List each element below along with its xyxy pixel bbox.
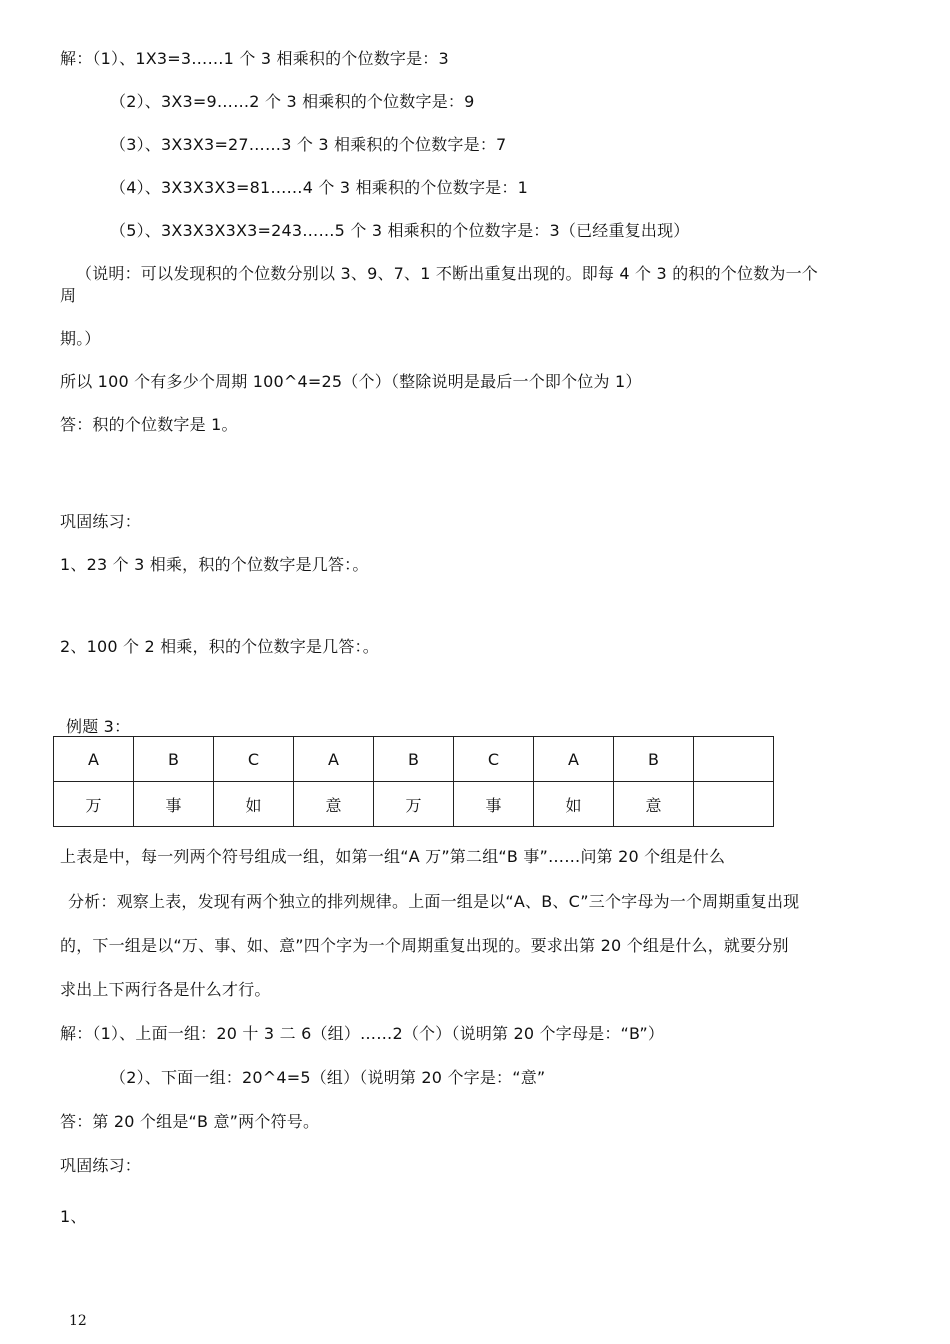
table-cell: A bbox=[54, 737, 134, 782]
analysis-line-1: 分析：观察上表，发现有两个独立的排列规律。上面一组是以“A、B、C”三个字母为一个周期重复出现 bbox=[68, 892, 800, 911]
table-row-letters bbox=[54, 737, 774, 782]
practice-heading-2: 巩固练习： bbox=[60, 1156, 142, 1175]
solution-step-4: （4）、3X3X3X3=81……4 个 3 相乘积的个位数字是：1 bbox=[110, 178, 528, 197]
table-cell: B bbox=[374, 737, 454, 782]
table-cell: 意 bbox=[294, 782, 374, 827]
solution-step-1: 解：（1）、1X3=3……1 个 3 相乘积的个位数字是：3 bbox=[60, 49, 449, 68]
table-cell: 意 bbox=[614, 782, 694, 827]
solution-step-2: （2）、3X3=9……2 个 3 相乘积的个位数字是：9 bbox=[110, 92, 475, 111]
table-cell: B bbox=[134, 737, 214, 782]
table-cell: 万 bbox=[54, 782, 134, 827]
practice-heading-1: 巩固练习： bbox=[60, 512, 142, 531]
explanation-note-line-2: 周 bbox=[60, 286, 77, 305]
table-cell: 事 bbox=[454, 782, 534, 827]
table-cell: 事 bbox=[134, 782, 214, 827]
pattern-table bbox=[53, 736, 774, 827]
table-cell: 如 bbox=[534, 782, 614, 827]
solution-step-5: （5）、3X3X3X3X3=243……5 个 3 相乘积的个位数字是：3（已经重复出现） bbox=[110, 221, 690, 240]
example-3-solution-2: （2）、下面一组：20^4=5（组）（说明第 20 个字是：“意” bbox=[110, 1068, 546, 1087]
example-3-heading: 例题 3： bbox=[66, 717, 131, 736]
table-cell: B bbox=[614, 737, 694, 782]
practice-2-question-1: 1、 bbox=[60, 1207, 87, 1226]
practice-question-2: 2、100 个 2 相乘，积的个位数字是几答：。 bbox=[60, 637, 379, 656]
example-3-solution-1: 解：（1）、上面一组：20 十 3 二 6（组）……2（个）（说明第 20 个字母是：“B”） bbox=[60, 1024, 665, 1043]
table-cell: 万 bbox=[374, 782, 454, 827]
example-3-answer: 答：第 20 个组是“B 意”两个符号。 bbox=[60, 1112, 320, 1131]
example-3-question: 上表是中，每一列两个符号组成一组，如第一组“A 万”第二组“B 事”……问第 20 个组是什么 bbox=[60, 847, 726, 866]
explanation-note-line-3: 期。） bbox=[60, 329, 101, 348]
page-number: 12 bbox=[69, 1313, 87, 1329]
answer-1: 答：积的个位数字是 1。 bbox=[60, 415, 238, 434]
analysis-line-3: 求出上下两行各是什么才行。 bbox=[60, 980, 271, 999]
table-cell: A bbox=[534, 737, 614, 782]
table-row-characters bbox=[54, 782, 774, 827]
table-cell: A bbox=[294, 737, 374, 782]
solution-step-3: （3）、3X3X3=27……3 个 3 相乘积的个位数字是：7 bbox=[110, 135, 507, 154]
table-cell: 如 bbox=[214, 782, 294, 827]
analysis-line-2: 的，下一组是以“万、事、如、意”四个字为一个周期重复出现的。要求出第 20 个组是什么，就要分别 bbox=[60, 936, 789, 955]
table-cell bbox=[694, 737, 774, 782]
table-cell bbox=[694, 782, 774, 827]
table-cell: C bbox=[214, 737, 294, 782]
explanation-note-line-1: （说明：可以发现积的个位数分别以 3、9、7、1 不断出重复出现的。即每 4 个 3 的积的个位数为一个 bbox=[76, 264, 818, 283]
practice-question-1: 1、23 个 3 相乘，积的个位数字是几答：。 bbox=[60, 555, 369, 574]
table-cell: C bbox=[454, 737, 534, 782]
cycle-calculation: 所以 100 个有多少个周期 100^4=25（个）（整除说明是最后一个即个位为 1） bbox=[60, 372, 642, 391]
